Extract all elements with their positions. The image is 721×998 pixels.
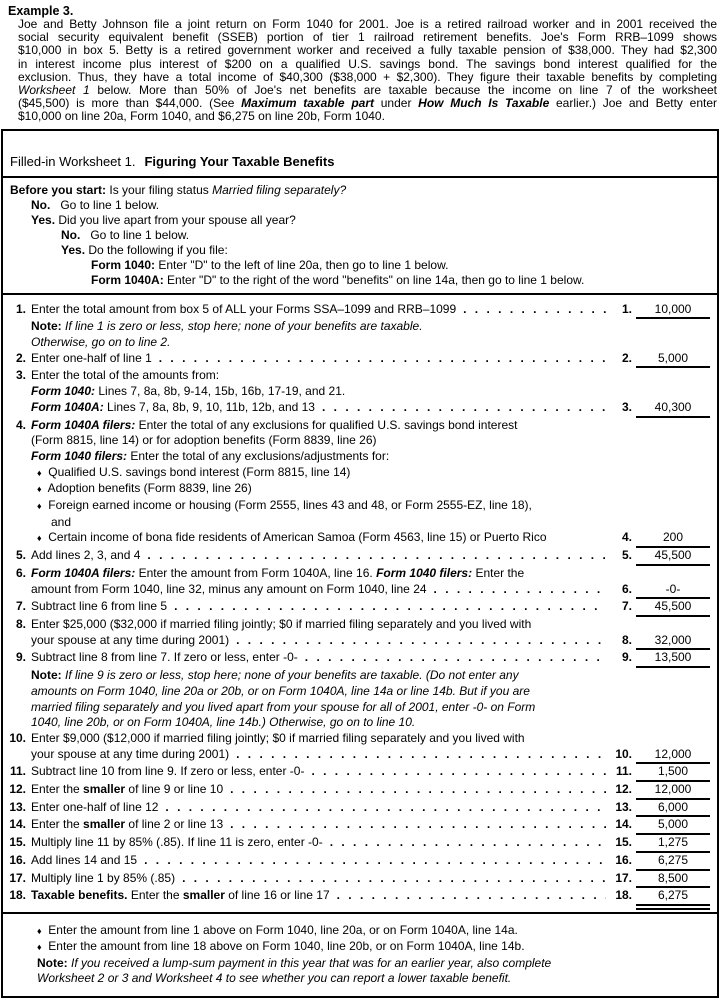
line-text xyxy=(31,800,158,816)
line-text xyxy=(10,273,584,288)
example-paragraph-line xyxy=(18,110,717,123)
line-text xyxy=(31,465,350,482)
text-segment: Enter $9,000 ($12,000 if married filing jointly; $0 if married filing separately and you lived with xyxy=(31,730,525,745)
dot-leader xyxy=(330,888,606,904)
amount-value: 1,275 xyxy=(636,835,710,853)
line-8-cont xyxy=(7,633,710,651)
line-text xyxy=(31,566,524,582)
dot-leader xyxy=(152,351,606,367)
before-you-start-section xyxy=(3,178,717,295)
text-segment: If line 9 is zero or less, stop here; none of your benefits are taxable. (Do not enter any xyxy=(65,668,519,683)
line-text xyxy=(31,384,345,400)
line-4-bullet xyxy=(7,465,710,482)
line-16 xyxy=(7,853,710,871)
text-segment: Multiply line 11 by 85% (.85). If line 11 is zero, enter -0- xyxy=(31,835,323,850)
line-text xyxy=(31,817,223,833)
text-segment: Form 1040: xyxy=(31,384,96,399)
line-number: 1. xyxy=(15,301,26,316)
before-nested-yes xyxy=(10,243,710,258)
amount-line-number: 8. xyxy=(621,632,632,647)
line-7 xyxy=(7,599,710,617)
text-segment: Married filing separately? xyxy=(212,182,347,197)
text-segment: Adoption benefits (Form 8839, line 26) xyxy=(41,481,252,496)
text-segment: of line 16 or line 17 xyxy=(224,888,330,903)
line-text xyxy=(31,433,377,449)
footer-bullet xyxy=(7,923,710,940)
text-segment: Enter "D" to the left of line 20a, then go to line 1 below. xyxy=(155,257,449,272)
text-segment: smaller xyxy=(83,782,126,797)
text-segment: Form 1040A: xyxy=(31,399,104,414)
text-segment: Enter the xyxy=(31,817,84,832)
line-text xyxy=(18,70,717,84)
line-4-bullet xyxy=(7,498,710,515)
text-segment: Enter the amount from Form 1040A, line 16. xyxy=(135,565,377,580)
line-number: 3. xyxy=(15,368,26,383)
line-2 xyxy=(7,351,710,369)
line-text xyxy=(31,764,304,780)
before-form-1040a xyxy=(10,273,710,288)
text-segment: No. xyxy=(31,197,51,212)
line-text xyxy=(31,319,423,335)
line-9-note xyxy=(7,684,710,700)
text-segment: Add lines 14 and 15 xyxy=(31,852,138,867)
dot-leader xyxy=(323,835,606,851)
line-text xyxy=(31,351,152,367)
line-1-note xyxy=(7,319,710,335)
line-text xyxy=(31,302,456,318)
amount-line-number: 17. xyxy=(615,870,632,885)
amount-line-number: 12. xyxy=(615,782,632,797)
text-segment: amounts on Form 1040, line 20a or 20b, or on Form 1040A, line 14a or line 14b. But if you are xyxy=(31,683,530,698)
text-segment: Worksheet 2 or 3 and Worksheet 4 to see whether you can report a lower taxable benefit. xyxy=(37,971,512,986)
worksheet-title-prefix: Filled-in Worksheet 1. xyxy=(10,153,136,169)
line-text xyxy=(31,449,389,465)
amount-line-number: 14. xyxy=(615,817,632,832)
line-text xyxy=(31,368,219,384)
bullet-diamond-icon: ♦ xyxy=(37,484,42,495)
text-segment: Subtract line 10 from line 9. If zero or less, enter -0- xyxy=(31,764,305,779)
text-segment: Worksheet 1 xyxy=(18,83,90,98)
line-15 xyxy=(7,835,710,853)
line-text xyxy=(31,747,229,763)
line-text xyxy=(31,971,511,987)
text-segment: Go to line 1 below. xyxy=(80,227,190,242)
line-text xyxy=(31,782,223,798)
before-nested-no xyxy=(10,228,710,243)
line-text xyxy=(10,228,189,243)
bullet-diamond-icon: ♦ xyxy=(37,942,42,953)
amount-value: 13,500 xyxy=(636,650,710,668)
amount-line-number: 13. xyxy=(615,799,632,814)
amount-value: 6,275 xyxy=(636,853,710,871)
line-number: 5. xyxy=(15,548,26,563)
line-3-form-1040 xyxy=(7,384,710,400)
text-segment: How Much Is Taxable xyxy=(418,96,550,111)
line-number: 2. xyxy=(15,350,26,365)
line-text xyxy=(31,418,517,434)
worksheet-title-main: Figuring Your Taxable Benefits xyxy=(144,153,335,169)
text-segment: Is your filing status xyxy=(106,182,213,197)
line-text xyxy=(31,923,518,940)
text-segment: below. More than 50% of Joe's net benefits are taxable because the income on line 7 of the worksheet xyxy=(89,83,718,98)
text-segment: Did you live apart from your spouse all year? xyxy=(55,212,296,227)
text-segment: Enter the xyxy=(130,888,183,903)
line-number: 9. xyxy=(15,650,26,665)
before-yes-branch xyxy=(10,213,710,228)
line-13 xyxy=(7,800,710,818)
text-segment: Enter the xyxy=(31,782,84,797)
text-segment: Enter the total of any exclusions for qualified U.S. savings bond interest xyxy=(135,417,518,432)
text-segment: Maximum taxable part xyxy=(241,96,375,111)
line-9 xyxy=(7,650,710,668)
line-text xyxy=(31,888,330,904)
text-segment: Enter the total of any exclusions/adjustments for: xyxy=(127,448,390,463)
line-text xyxy=(31,853,137,869)
line-text xyxy=(31,939,525,956)
line-8 xyxy=(7,617,710,633)
line-text xyxy=(31,731,525,747)
example-section xyxy=(0,0,721,124)
text-segment: your spouse at any time during 2001) xyxy=(31,632,230,647)
amount-value: 12,000 xyxy=(636,782,710,800)
line-number: 11. xyxy=(9,764,26,779)
text-segment: social security equivalent benefit (SSEB) portion of tier 1 railroad retirement benefits. Joe's Form RRB–1099 shows xyxy=(18,30,717,45)
bullet-diamond-icon: ♦ xyxy=(37,501,42,512)
text-segment: Go to line 1 below. xyxy=(50,197,160,212)
line-6 xyxy=(7,566,710,582)
text-segment: Enter the amount from line 1 above on Form 1040, line 20a, or on Form 1040A, line 14a. xyxy=(41,922,518,937)
text-segment: Qualified U.S. savings bond interest (Form 8815, line 14) xyxy=(41,464,351,479)
bullet-diamond-icon: ♦ xyxy=(37,533,42,544)
amount-value: 8,500 xyxy=(636,871,710,889)
amount-line-number: 10. xyxy=(615,746,632,761)
line-number: 8. xyxy=(15,616,26,631)
line-text xyxy=(31,548,140,564)
line-1 xyxy=(7,302,710,320)
line-text xyxy=(31,633,229,649)
amount-line-number: 18. xyxy=(615,888,632,903)
text-segment: If you received a lump-sum payment in this year that was for an earlier year, also complete xyxy=(71,955,552,970)
line-text xyxy=(31,515,71,531)
text-segment: Enter $25,000 ($32,000 if married filing jointly; $0 if married filing separately and you lived with xyxy=(31,616,532,631)
line-text xyxy=(31,668,519,684)
text-segment: Form 1040A: xyxy=(91,272,164,287)
text-segment: Before you start: xyxy=(10,182,107,197)
line-text xyxy=(18,57,717,71)
example-paragraph xyxy=(18,18,717,124)
line-text xyxy=(18,109,385,123)
text-segment: Enter one-half of line 1 xyxy=(31,350,152,365)
line-9-note xyxy=(7,715,710,731)
text-segment: amount from Form 1040, line 32, minus any amount on Form 1040, line 24 xyxy=(31,581,427,596)
text-segment: No. xyxy=(61,227,81,242)
line-3-form-1040a xyxy=(7,400,710,418)
amount-line-number: 11. xyxy=(615,764,632,779)
text-segment: in interest income plus interest of $200 on a qualified U.S. savings bond. The savings bond interest qualified for the xyxy=(18,56,717,71)
line-6-cont xyxy=(7,582,710,600)
text-segment: Enter the total of the amounts from: xyxy=(31,368,220,383)
dot-leader xyxy=(175,871,606,887)
line-text xyxy=(31,582,427,598)
line-10-cont xyxy=(7,747,710,765)
amount-line-number: 9. xyxy=(621,650,632,665)
text-segment: Note: xyxy=(31,668,65,683)
line-9-note xyxy=(7,668,710,684)
line-4-bullet-cont xyxy=(7,515,710,531)
line-1-note xyxy=(7,335,710,351)
text-segment: Enter one-half of line 12 xyxy=(31,799,159,814)
text-segment: earlier.) Joe and Betty enter xyxy=(549,96,718,111)
line-text xyxy=(18,83,717,97)
line-12 xyxy=(7,782,710,800)
line-18 xyxy=(7,888,710,906)
amount-value: 12,000 xyxy=(636,747,710,765)
amount-value: 6,000 xyxy=(636,800,710,818)
line-4-1040-filers xyxy=(7,449,710,465)
text-segment: exclusion. Thus, they have a total income of $40,300 ($38,000 + $2,300). They figure their taxable benefits by completing xyxy=(18,69,717,84)
text-segment: Enter the xyxy=(472,565,525,580)
amount-line-number: 1. xyxy=(621,301,632,316)
text-segment: under xyxy=(374,96,419,111)
text-segment: Enter the total amount from box 5 of ALL your Forms SSA–1099 and RRB–1099 xyxy=(31,301,457,316)
footer-note xyxy=(7,971,710,987)
line-number: 18. xyxy=(9,888,26,903)
amount-line-number: 3. xyxy=(621,399,632,414)
amount-value: 6,275 xyxy=(636,888,710,906)
text-segment: ($45,500) is more than $44,000. (See xyxy=(18,96,242,111)
text-segment: your spouse at any time during 2001) xyxy=(31,746,230,761)
amount-line-number: 6. xyxy=(621,581,632,596)
line-text xyxy=(31,835,323,851)
text-segment: Form 1040: xyxy=(91,257,156,272)
dot-leader xyxy=(223,817,606,833)
before-you-start xyxy=(10,183,710,198)
text-segment: smaller xyxy=(182,888,225,903)
line-text xyxy=(31,871,175,887)
line-number: 13. xyxy=(9,799,26,814)
line-text xyxy=(31,617,531,633)
line-number: 15. xyxy=(9,835,26,850)
amount-line-number: 4. xyxy=(621,530,632,545)
bullet-diamond-icon: ♦ xyxy=(37,467,42,478)
amount-value: -0- xyxy=(636,582,710,600)
line-text xyxy=(10,198,159,213)
line-text xyxy=(18,96,717,110)
line-text xyxy=(31,650,298,666)
line-number: 17. xyxy=(9,870,26,885)
line-5 xyxy=(7,548,710,566)
line-text xyxy=(31,700,535,716)
line-text xyxy=(31,956,551,972)
amount-line-number: 16. xyxy=(615,852,632,867)
text-segment: Otherwise, go on to line 2. xyxy=(31,335,171,350)
dot-leader xyxy=(223,782,606,798)
before-form-1040 xyxy=(10,258,710,273)
text-segment: Certain income of bona fide residents of American Samoa (Form 4563, line 15) or Puerto Rico xyxy=(41,530,547,545)
amount-line-number: 5. xyxy=(621,548,632,563)
text-segment: Yes. xyxy=(31,212,56,227)
line-4 xyxy=(7,418,710,434)
text-segment: smaller xyxy=(83,817,126,832)
dot-leader xyxy=(427,582,606,598)
worksheet-lines-section xyxy=(3,295,717,914)
dot-leader xyxy=(304,764,606,780)
dot-leader xyxy=(229,633,606,649)
text-segment: Form 1040 filers: xyxy=(31,448,128,463)
amount-line-number: 15. xyxy=(615,835,632,850)
text-segment: Note: xyxy=(31,319,65,334)
line-text xyxy=(31,684,530,700)
text-segment: Taxable benefits. xyxy=(31,888,131,903)
dot-leader xyxy=(456,302,606,318)
text-segment: Subtract line 6 from line 5 xyxy=(31,599,168,614)
worksheet-footer-section xyxy=(3,914,717,996)
line-text xyxy=(31,715,415,731)
text-segment: Joe and Betty Johnson file a joint return on Form 1040 for 2001. Joe is a retired railroad worker and in 2001 received the xyxy=(18,17,717,31)
amount-line-number: 7. xyxy=(621,599,632,614)
text-segment: Form 1040A filers: xyxy=(31,565,136,580)
line-text xyxy=(10,183,346,198)
dot-leader xyxy=(158,800,606,816)
text-segment: Form 1040A filers: xyxy=(31,417,136,432)
line-text xyxy=(31,530,547,547)
footer-bullet xyxy=(7,939,710,956)
line-4-bullet xyxy=(7,530,710,548)
text-segment: Enter the amount from line 18 above on Form 1040, line 20b, or on Form 1040A, line 14b. xyxy=(41,939,525,954)
amount-value: 45,500 xyxy=(636,599,710,617)
example-heading: Example 3. xyxy=(8,4,74,18)
line-9-note xyxy=(7,700,710,716)
text-segment: Subtract line 8 from line 7. If zero or less, enter -0- xyxy=(31,650,298,665)
amount-value: 1,500 xyxy=(636,764,710,782)
line-text xyxy=(31,481,252,498)
line-text xyxy=(31,335,170,351)
amount-value: 32,000 xyxy=(636,633,710,651)
amount-value: 5,000 xyxy=(636,817,710,835)
line-14 xyxy=(7,817,710,835)
amount-value: 40,300 xyxy=(636,400,710,418)
line-10 xyxy=(7,731,710,747)
text-segment: and xyxy=(51,514,72,529)
line-4-cont xyxy=(7,433,710,449)
line-3 xyxy=(7,368,710,384)
text-segment: Enter "D" to the right of the word "benefits" on line 14a, then go to line 1 below. xyxy=(163,272,585,287)
footer-note xyxy=(7,956,710,972)
worksheet-title xyxy=(3,131,717,178)
amount-value: 200 xyxy=(636,530,710,548)
dot-leader xyxy=(298,650,606,666)
amount-line-number: 2. xyxy=(621,350,632,365)
dot-leader xyxy=(229,747,606,763)
line-11 xyxy=(7,764,710,782)
bullet-diamond-icon: ♦ xyxy=(37,925,42,936)
text-segment: (Form 8815, line 14) or for adoption benefits (Form 8839, line 26) xyxy=(31,433,377,448)
amount-value: 5,000 xyxy=(636,351,710,369)
text-segment: If line 1 is zero or less, stop here; none of your benefits are taxable. xyxy=(65,319,423,334)
text-segment: Foreign earned income or housing (Form 2555, lines 43 and 48, or Form 2555-EZ, line 18), xyxy=(41,498,532,513)
text-segment: 1040, line 20b, or on Form 1040A, line 14b.) Otherwise, go on to line 10. xyxy=(31,715,416,730)
line-number: 14. xyxy=(9,817,26,832)
line-4-bullet xyxy=(7,481,710,498)
line-number: 10. xyxy=(9,730,26,745)
before-no-branch xyxy=(10,198,710,213)
line-text xyxy=(10,213,296,228)
text-segment: of line 9 or line 10 xyxy=(125,782,224,797)
line-number: 7. xyxy=(15,599,26,614)
text-segment: Add lines 2, 3, and 4 xyxy=(31,548,141,563)
text-segment: Yes. xyxy=(61,242,86,257)
line-text xyxy=(31,599,167,615)
text-segment: Lines 7, 8a, 8b, 9, 10, 11b, 12b, and 13 xyxy=(103,399,315,414)
text-segment: Multiply line 1 by 85% (.85) xyxy=(31,870,176,885)
line-text xyxy=(18,30,717,44)
line-number: 16. xyxy=(9,852,26,867)
line-number: 6. xyxy=(15,565,26,580)
text-segment: of line 2 or line 13 xyxy=(125,817,224,832)
text-segment: $10,000 on line 20a, Form 1040, and $6,275 on line 20b, Form 1040. xyxy=(18,109,385,124)
dot-leader xyxy=(167,599,606,615)
dot-leader xyxy=(315,400,606,416)
dot-leader xyxy=(137,853,606,869)
line-text xyxy=(18,17,717,31)
text-segment: married filing separately and you lived apart from your spouse for all of 2001, enter -0- on Form xyxy=(31,699,536,714)
line-text xyxy=(10,258,448,273)
worksheet-box xyxy=(1,129,719,998)
text-segment: $10,000 in box 5. Betty is a retired government worker and received a fully taxable pension of $38,000. They had $2,300 xyxy=(18,43,717,58)
text-segment: Lines 7, 8a, 8b, 9-14, 15b, 16b, 17-19, and 21. xyxy=(95,384,346,399)
line-text xyxy=(10,243,228,258)
text-segment: Note: xyxy=(37,955,71,970)
dot-leader xyxy=(140,548,606,564)
line-text xyxy=(31,498,532,515)
amount-value: 10,000 xyxy=(636,302,710,320)
text-segment: Form 1040 filers: xyxy=(376,565,473,580)
line-17 xyxy=(7,871,710,889)
amount-value: 45,500 xyxy=(636,548,710,566)
text-segment: Do the following if you file: xyxy=(85,242,228,257)
line-text xyxy=(18,43,717,57)
line-number: 4. xyxy=(15,417,26,432)
line-text xyxy=(31,400,315,416)
line-number: 12. xyxy=(9,782,26,797)
